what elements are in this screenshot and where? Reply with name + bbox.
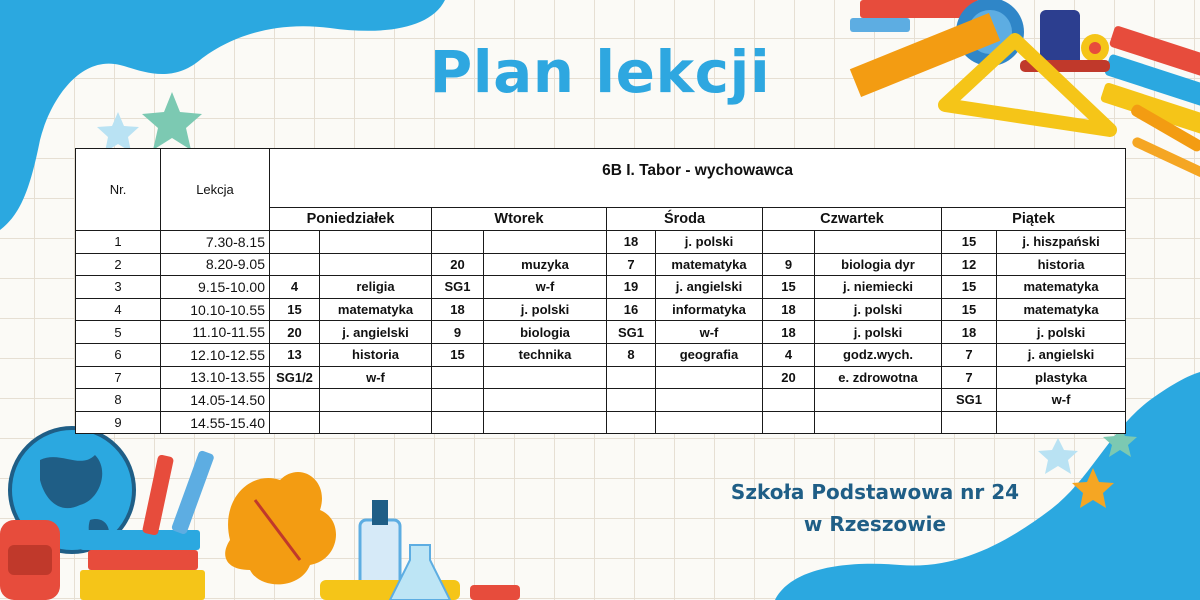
lesson-number: 9 — [76, 411, 161, 434]
lesson-time: 7.30-8.15 — [161, 231, 270, 254]
subject-cell: geografia — [656, 343, 763, 366]
room-cell: 20 — [270, 321, 320, 344]
school-name-line2: w Rzeszowie — [803, 512, 947, 536]
subject-cell: j. polski — [815, 321, 942, 344]
subject-cell: j. polski — [815, 298, 942, 321]
subject-cell — [997, 411, 1126, 434]
table-row — [76, 231, 1126, 254]
room-cell: 7 — [942, 343, 997, 366]
subject-cell — [484, 366, 607, 389]
table-row — [76, 411, 1126, 434]
room-cell — [432, 366, 484, 389]
header-nr: Nr. — [76, 149, 161, 231]
day-header: Wtorek — [432, 208, 607, 231]
books-icon-bottom-left — [80, 530, 205, 600]
room-cell: 8 — [607, 343, 656, 366]
subject-cell — [815, 389, 942, 412]
room-cell: 9 — [432, 321, 484, 344]
room-cell — [763, 389, 815, 412]
table-row — [76, 366, 1126, 389]
school-name — [690, 476, 1060, 540]
room-cell: 9 — [763, 253, 815, 276]
room-cell — [270, 411, 320, 434]
lesson-time: 13.10-13.55 — [161, 366, 270, 389]
subject-cell: j. hiszpański — [997, 231, 1126, 254]
room-cell: 18 — [942, 321, 997, 344]
class-header: 6B I. Tabor - wychowawca — [270, 149, 1126, 208]
subject-cell: historia — [997, 253, 1126, 276]
subject-cell: historia — [320, 343, 432, 366]
pencil-icon-bottom — [142, 450, 215, 536]
lesson-time: 8.20-9.05 — [161, 253, 270, 276]
subject-cell: j. angielski — [656, 276, 763, 299]
table-row — [76, 389, 1126, 412]
timetable — [75, 148, 1126, 434]
room-cell — [270, 389, 320, 412]
room-cell: 20 — [432, 253, 484, 276]
lesson-time: 12.10-12.55 — [161, 343, 270, 366]
star-icon — [1038, 438, 1078, 474]
lesson-number: 1 — [76, 231, 161, 254]
room-cell — [270, 231, 320, 254]
star-icon — [97, 112, 139, 152]
room-cell: 18 — [607, 231, 656, 254]
subject-cell — [484, 411, 607, 434]
day-header: Czwartek — [763, 208, 942, 231]
room-cell: 15 — [763, 276, 815, 299]
lesson-time: 14.55-15.40 — [161, 411, 270, 434]
subject-cell: w-f — [997, 389, 1126, 412]
subject-cell — [484, 389, 607, 412]
subject-cell — [320, 389, 432, 412]
header-lesson: Lekcja — [161, 149, 270, 231]
room-cell — [607, 366, 656, 389]
subject-cell: informatyka — [656, 298, 763, 321]
table-row — [76, 253, 1126, 276]
subject-cell — [656, 389, 763, 412]
room-cell: 15 — [432, 343, 484, 366]
subject-cell: e. zdrowotna — [815, 366, 942, 389]
lesson-time: 9.15-10.00 — [161, 276, 270, 299]
subject-cell — [815, 231, 942, 254]
room-cell — [432, 389, 484, 412]
room-cell: 13 — [270, 343, 320, 366]
subject-cell: w-f — [320, 366, 432, 389]
room-cell: SG1 — [942, 389, 997, 412]
subject-cell — [656, 366, 763, 389]
room-cell: 7 — [942, 366, 997, 389]
subject-cell: j. polski — [484, 298, 607, 321]
table-row — [76, 343, 1126, 366]
day-header: Poniedziałek — [270, 208, 432, 231]
subject-cell: biologia — [484, 321, 607, 344]
lesson-number: 8 — [76, 389, 161, 412]
subject-cell: godz.wych. — [815, 343, 942, 366]
subject-cell — [656, 411, 763, 434]
subject-cell — [320, 411, 432, 434]
day-header: Środa — [607, 208, 763, 231]
subject-cell: technika — [484, 343, 607, 366]
subject-cell: w-f — [484, 276, 607, 299]
room-cell: SG1 — [607, 321, 656, 344]
subject-cell: w-f — [656, 321, 763, 344]
room-cell: SG1/2 — [270, 366, 320, 389]
room-cell: 15 — [942, 231, 997, 254]
room-cell — [763, 411, 815, 434]
day-header: Piątek — [942, 208, 1126, 231]
room-cell: SG1 — [432, 276, 484, 299]
lesson-number: 5 — [76, 321, 161, 344]
room-cell: 15 — [942, 298, 997, 321]
room-cell: 15 — [270, 298, 320, 321]
table-row — [76, 298, 1126, 321]
subject-cell: j. angielski — [320, 321, 432, 344]
subject-cell: plastyka — [997, 366, 1126, 389]
subject-cell — [320, 231, 432, 254]
subject-cell: muzyka — [484, 253, 607, 276]
room-cell: 18 — [763, 298, 815, 321]
lesson-time: 14.05-14.50 — [161, 389, 270, 412]
subject-cell: biologia dyr — [815, 253, 942, 276]
room-cell: 7 — [607, 253, 656, 276]
room-cell: 18 — [432, 298, 484, 321]
lesson-number: 2 — [76, 253, 161, 276]
lesson-number: 6 — [76, 343, 161, 366]
subject-cell: j. niemiecki — [815, 276, 942, 299]
subject-cell — [815, 411, 942, 434]
room-cell — [432, 231, 484, 254]
subject-cell: j. polski — [997, 321, 1126, 344]
table-row — [76, 321, 1126, 344]
room-cell — [607, 411, 656, 434]
room-cell — [270, 253, 320, 276]
room-cell — [607, 389, 656, 412]
room-cell — [432, 411, 484, 434]
room-cell: 20 — [763, 366, 815, 389]
page-title: Plan lekcji — [429, 38, 771, 106]
autumn-leaf-icon — [225, 472, 336, 584]
room-cell: 12 — [942, 253, 997, 276]
subject-cell: matematyka — [320, 298, 432, 321]
subject-cell: matematyka — [997, 276, 1126, 299]
room-cell — [763, 231, 815, 254]
room-cell: 18 — [763, 321, 815, 344]
subject-cell: religia — [320, 276, 432, 299]
subject-cell: j. polski — [656, 231, 763, 254]
lesson-number: 3 — [76, 276, 161, 299]
subject-cell — [320, 253, 432, 276]
subject-cell: matematyka — [656, 253, 763, 276]
subject-cell — [484, 231, 607, 254]
room-cell: 4 — [270, 276, 320, 299]
lesson-number: 4 — [76, 298, 161, 321]
backpack-icon — [0, 520, 60, 600]
lesson-number: 7 — [76, 366, 161, 389]
room-cell: 16 — [607, 298, 656, 321]
table-row — [76, 276, 1126, 299]
lesson-time: 10.10-10.55 — [161, 298, 270, 321]
room-cell: 4 — [763, 343, 815, 366]
subject-cell: j. angielski — [997, 343, 1126, 366]
room-cell — [942, 411, 997, 434]
lesson-time: 11.10-11.55 — [161, 321, 270, 344]
subject-cell: matematyka — [997, 298, 1126, 321]
room-cell: 15 — [942, 276, 997, 299]
school-name-line1: Szkoła Podstawowa nr 24 — [730, 480, 1020, 504]
room-cell: 19 — [607, 276, 656, 299]
